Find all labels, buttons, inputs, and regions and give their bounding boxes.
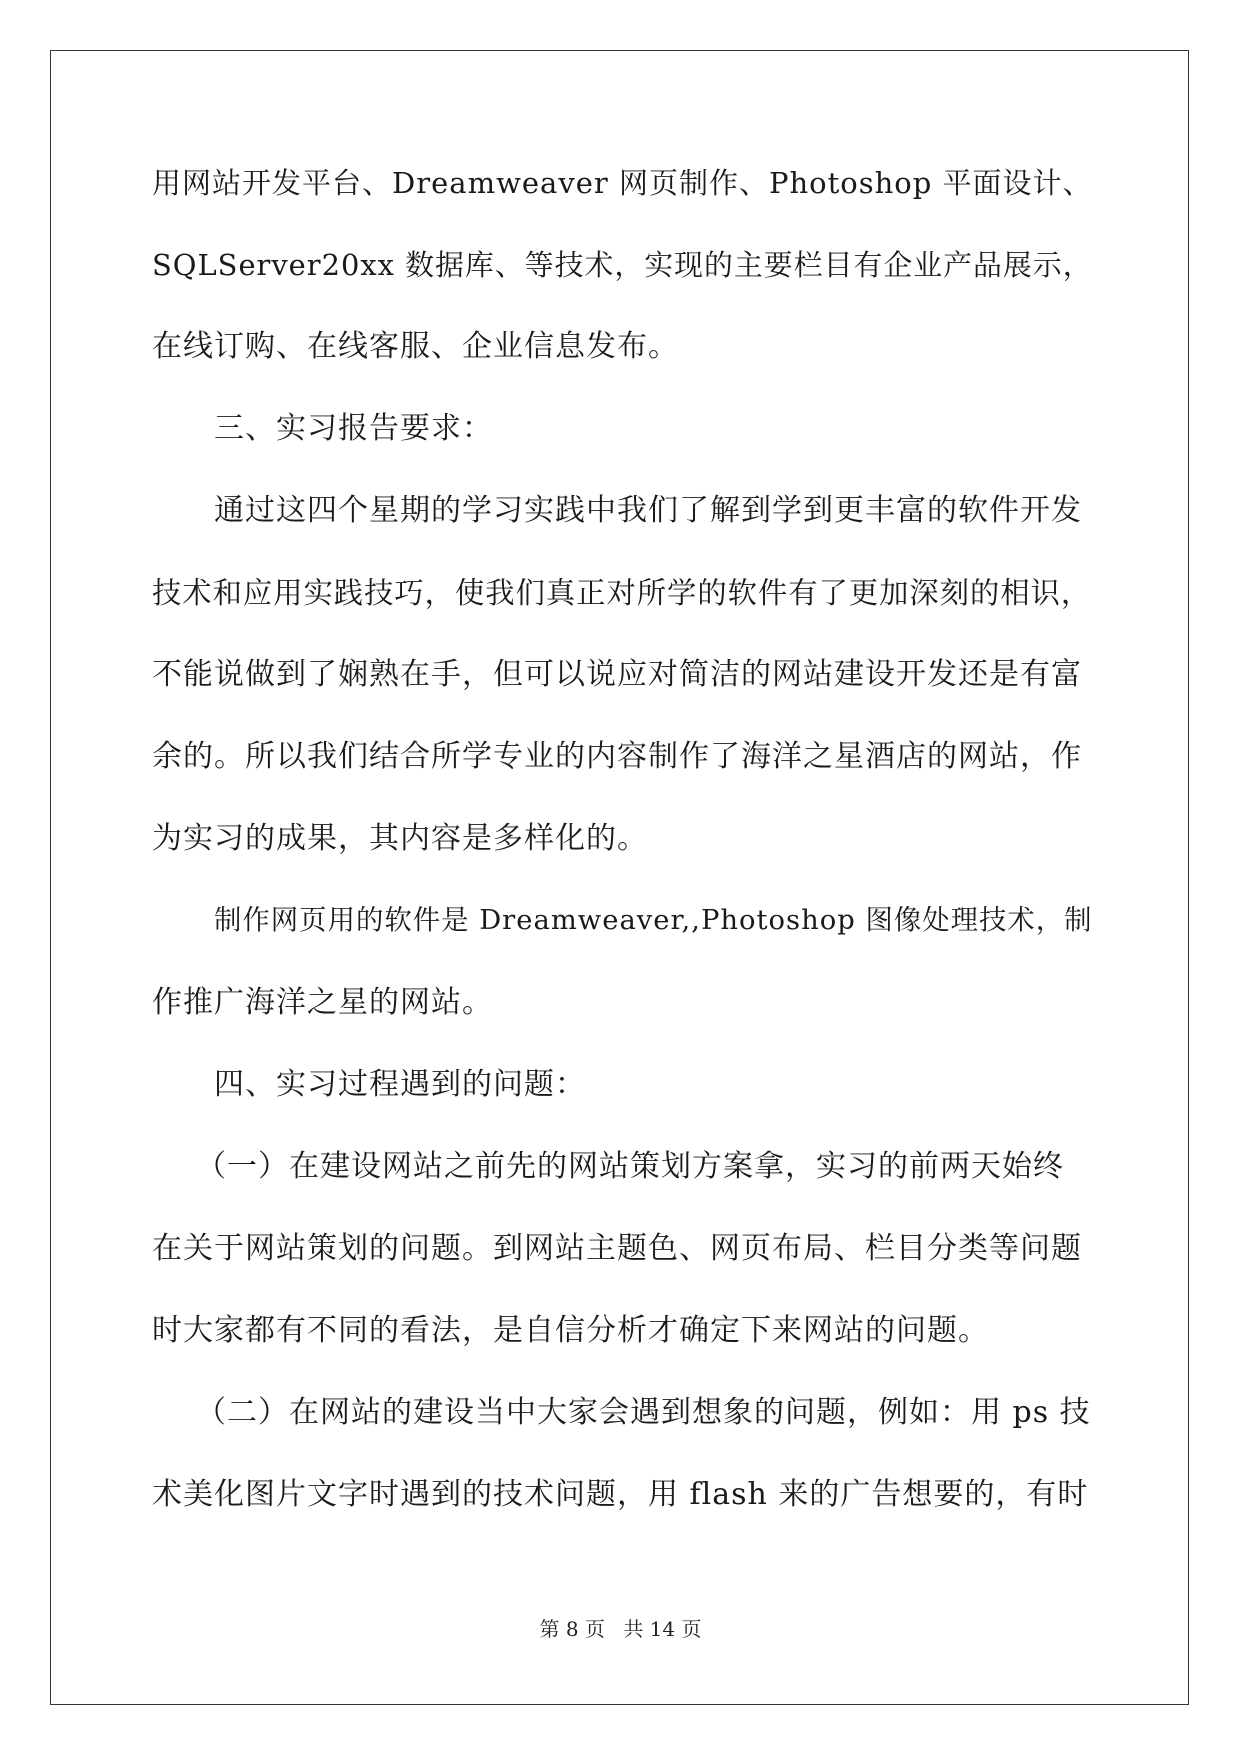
page-number: 第 8 页 (539, 1617, 605, 1641)
page-footer (0, 1617, 1241, 1641)
text-line: 在关于网站策划的问题。到网站主题色、网页布局、栏目分类等问题 (152, 1231, 1082, 1266)
text-line: （二）在网站的建设当中大家会遇到想象的问题，例如：用 ps 技 (196, 1395, 1091, 1430)
text-line: 制作网页用的软件是 Dreamweaver,,Photoshop 图像处理技术，制 (214, 905, 1093, 936)
text-line: 作推广海洋之星的网站。 (152, 985, 493, 1020)
text-line: 在线订购、在线客服、企业信息发布。 (152, 329, 679, 364)
text-line: 技术和应用实践技巧，使我们真正对所学的软件有了更加深刻的相识， (152, 576, 1092, 610)
text-line: 术美化图片文字时遇到的技术问题，用 flash 来的广告想要的，有时 (152, 1477, 1089, 1512)
section-heading: 四、实习过程遇到的问题： (214, 1067, 586, 1102)
text-line: 用网站开发平台、Dreamweaver 网页制作、Photoshop 平面设计、 (152, 166, 1093, 200)
page-total: 共 14 页 (623, 1617, 702, 1641)
text-line: 为实习的成果，其内容是多样化的。 (152, 821, 648, 856)
section-heading: 三、实习报告要求： (214, 411, 493, 446)
document-body (152, 163, 1092, 1557)
text-line: （一）在建设网站之前先的网站策划方案拿，实习的前两天始终 (196, 1149, 1064, 1184)
text-line: 通过这四个星期的学习实践中我们了解到学到更丰富的软件开发 (214, 493, 1082, 528)
text-line: 不能说做到了娴熟在手，但可以说应对简洁的网站建设开发还是有富 (152, 657, 1082, 692)
text-line: SQLServer20xx 数据库、等技术，实现的主要栏目有企业产品展示， (152, 248, 1093, 282)
text-line: 余的。所以我们结合所学专业的内容制作了海洋之星酒店的网站，作 (152, 739, 1082, 774)
text-line: 时大家都有不同的看法，是自信分析才确定下来网站的问题。 (152, 1313, 989, 1348)
